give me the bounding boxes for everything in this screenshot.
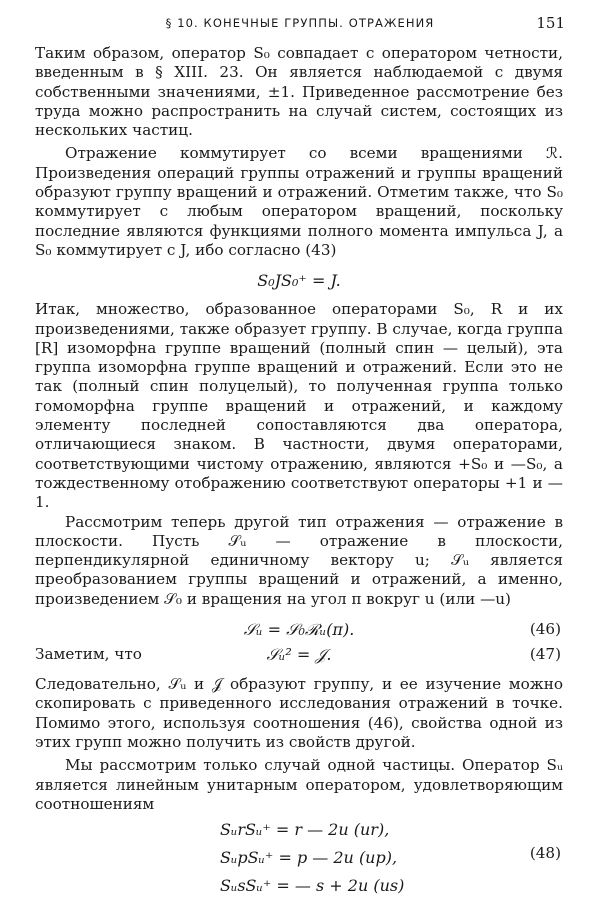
equation-48-line-s: SᵤsSᵤ⁺ = — s + 2u (us) — [220, 876, 405, 896]
remark-label: Заметим, что — [35, 645, 142, 664]
running-header — [35, 14, 565, 32]
equation-commute-j — [35, 262, 563, 298]
equation-46-formula: 𝒮ᵤ = 𝒮₀ℛᵤ(π). — [243, 620, 355, 640]
equation-48-line-r: SᵤrSᵤ⁺ = r — 2u (ur), — [220, 820, 390, 840]
equation-48-number: (48) — [529, 844, 561, 863]
equation-46 — [35, 617, 563, 642]
paragraph-4: Рассмотрим теперь другой тип отражения — отражение в плоскости. Пусть 𝒮ᵤ — отражение в плоскости, перпендикулярной единичному вектору u; 𝒮ᵤ является преобразованием группы вращений и отражений, а именно, произведением 𝒮₀ и вращения на угол π вокруг u (или —u) — [35, 512, 563, 608]
equation-47-number: (47) — [529, 645, 561, 664]
section-title: § 10. КОНЕЧНЫЕ ГРУППЫ. ОТРАЖЕНИЯ — [165, 16, 435, 30]
equation-47 — [35, 642, 563, 667]
paragraph-1: Таким образом, оператор S₀ совпадает с оператором четности, введенным в § XIII. 23. Он является наблюдаемой с двумя собственными значениями, ±1. Приведенное рассмотрение без труда можно распространить на случай систем, состоящих из нескольких частиц. — [35, 44, 563, 140]
paragraph-7: Мы рассмотрим только случай одной частицы. Оператор Sᵤ является линейным унитарным оператором, удовлетворяющим соотношениям — [35, 756, 563, 813]
body-text — [35, 44, 563, 900]
equation-commute-j-formula: S₀JS₀⁺ = J. — [257, 271, 341, 291]
equation-47-formula: 𝒮ᵤ² = 𝒥. — [266, 645, 332, 665]
paragraph-2: Отражение коммутирует со всеми вращениями ℛ. Произведения операций группы отражений и группы вращений образуют группу вращений и отражений. Отметим также, что S₀ коммутирует с любым оператором вращений, поскольку последние являются функциями полного момента импульса J, а S₀ коммутирует с J, ибо согласно (43) — [35, 144, 563, 259]
equation-46-number: (46) — [529, 620, 561, 639]
paragraph-6: Следовательно, 𝒮ᵤ и 𝒥 образуют группу, и ее изучение можно скопировать с приведенного исследования отражений в точке. Помимо этого, используя соотношения (46), свойства одной из этих групп можно получить из свойств другой. — [35, 675, 563, 751]
equation-48 — [35, 816, 563, 900]
paragraph-3: Итак, множество, образованное операторами S₀, R и их произведениями, также образует группу. В случае, когда группа [R] изоморфна группе вращений (полный спин — целый), эта группа изоморфна группе вращений и отражений. Если это не так (полный спин полуцелый), то полученная группа только гомоморфна группе вращений и отражений, и каждому элементу последней сопоставляются два оператора, отличающиеся знаком. В частности, двумя операторами, соответствующими чистому отражению, являются +S₀ и —S₀, а тождественному отображению соответствуют операторы +1 и —1. — [35, 300, 563, 512]
equation-48-line-p: SᵤpSᵤ⁺ = p — 2u (up), — [220, 848, 398, 868]
page-number: 151 — [536, 14, 565, 32]
